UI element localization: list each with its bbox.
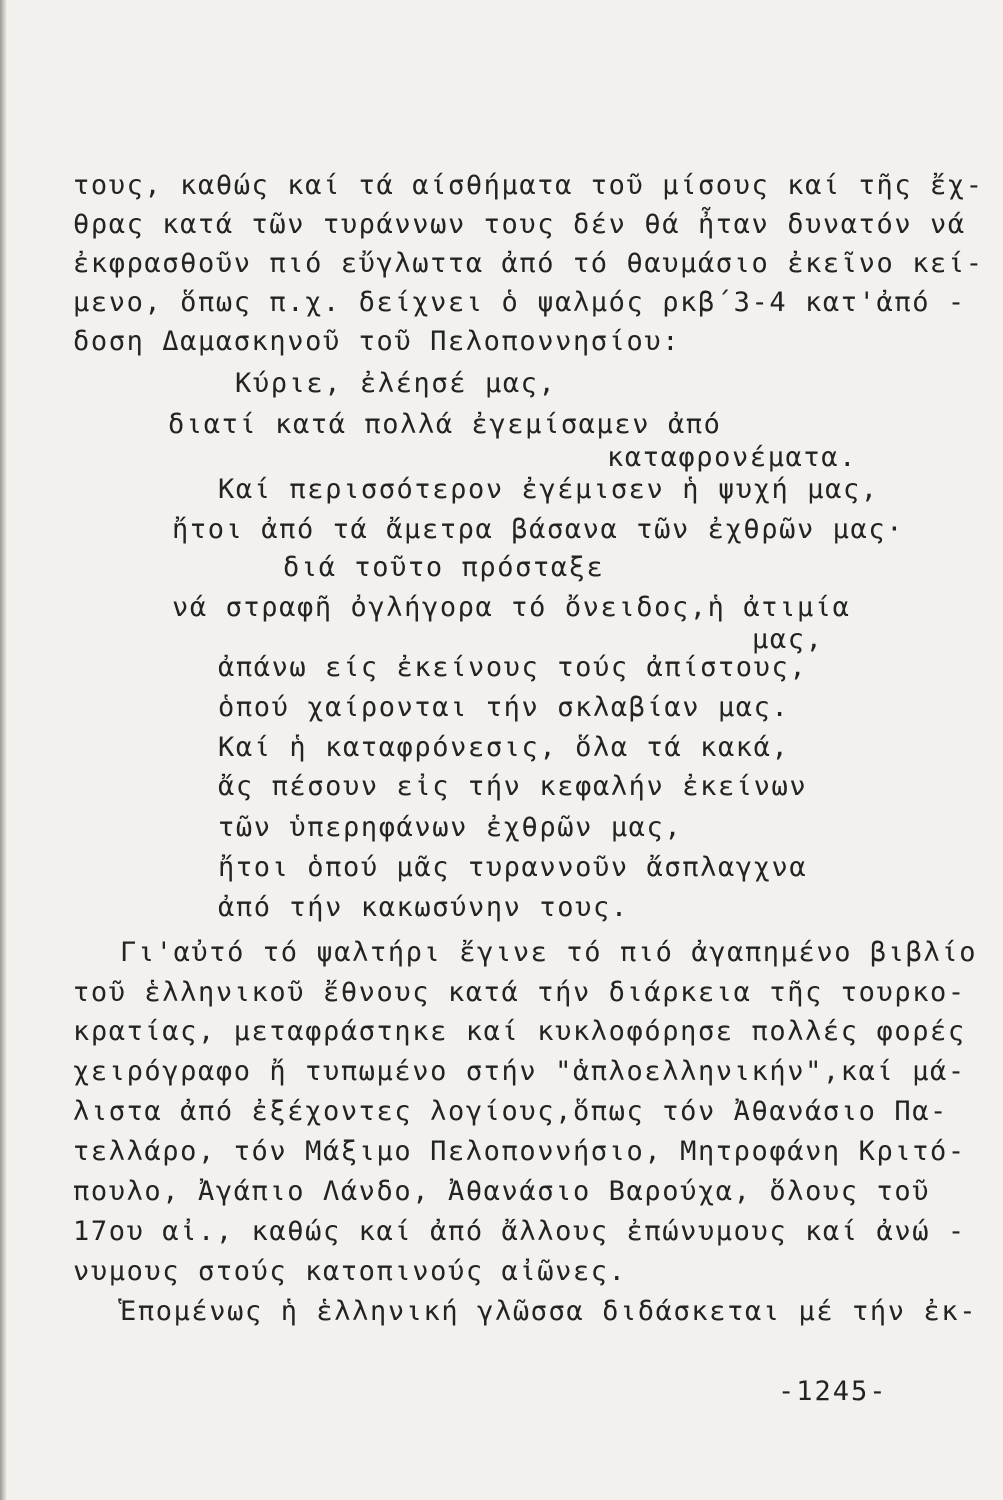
text-line: 17ου αἰ., καθώς καί ἀπό ἄλλους ἐπώνυμους καί ἀνώ - <box>73 1216 966 1247</box>
psalm-line: ἤτοι ὁπού μᾶς τυραννοῦν ἄσπλαγχνα <box>218 852 808 883</box>
page-number: -1245- <box>778 1376 888 1407</box>
psalm-line: ἀπάνω είς ἐκείνους τούς ἀπίστους, <box>218 652 808 683</box>
psalm-line: καταφρονέματα. <box>607 442 857 473</box>
text-line: Ἑπομένως ἡ ἑλληνική γλῶσσα διδάσκεται μέ τήν ἐκ- <box>120 1296 978 1327</box>
psalm-line: Καί ἡ καταφρόνεσις, ὅλα τά κακά, <box>218 732 790 763</box>
text-line: τους, καθώς καί τά αίσθήματα τοῦ μίσους καί τῆς ἔχ- <box>73 170 984 201</box>
text-line: τοῦ ἑλληνικοῦ ἔθνους κατά τήν διάρκεια τῆς τουρκο- <box>73 977 966 1008</box>
text-line: ἐκφρασθοῦν πιό εὔγλωττα ἀπό τό θαυμάσιο ἐκεῖνο κεί- <box>73 248 984 279</box>
psalm-line: ἀπό τήν κακωσύνην τους. <box>218 892 629 923</box>
psalm-line: ἤτοι ἀπό τά ἄμετρα βάσανα τῶν ἐχθρῶν μας· <box>172 514 905 545</box>
text-line: χειρόγραφο ἤ τυπωμένο στήν "ἁπλοελληνικήν",καί μά- <box>73 1056 966 1087</box>
page-edge-shadow <box>0 0 7 1500</box>
text-line: λιστα ἀπό ἐξέχοντες λογίους,ὅπως τόν Ἀθανάσιο Πα- <box>73 1096 948 1127</box>
psalm-line: διατί κατά πολλά ἐγεμίσαμεν ἀπό <box>168 409 722 440</box>
text-line: κρατίας, μεταφράστηκε καί κυκλοφόρησε πολλές φορές <box>73 1016 966 1047</box>
psalm-line: τῶν ὑπερηφάνων ἐχθρῶν μας, <box>218 812 683 843</box>
psalm-line: Κύριε, ἐλέησέ μας, <box>235 368 557 399</box>
text-line: τελλάρο, τόν Μάξιμο Πελοποννήσιο, Μητροφάνη Κριτό- <box>73 1136 966 1167</box>
psalm-line: ὁπού χαίρονται τήν σκλαβίαν μας. <box>218 692 790 723</box>
psalm-line: διά τοῦτο πρόσταξε <box>283 552 605 583</box>
text-line: θρας κατά τῶν τυράννων τους δέν θά ἦταν δυνατόν νά <box>73 209 966 240</box>
text-line: Γι'αὐτό τό ψαλτήρι ἔγινε τό πιό ἀγαπημένο βιβλίο <box>120 937 978 968</box>
psalm-line: μας, <box>752 624 824 655</box>
text-line: μενο, ὅπως π.χ. δείχνει ὁ ψαλμός ρκβ΄3-4 κατ'ἀπό - <box>73 287 966 318</box>
text-line: νυμους στούς κατοπινούς αἰῶνες. <box>73 1256 627 1287</box>
psalm-line: νά στραφῆ ὀγλήγορα τό ὄνειδος,ἡ ἀτιμία <box>172 592 851 623</box>
psalm-line: Καί περισσότερον ἐγέμισεν ἡ ψυχή μας, <box>218 474 879 505</box>
psalm-line: ἄς πέσουν εἰς τήν κεφαλήν ἐκείνων <box>218 771 808 802</box>
text-line: πουλο, Ἀγάπιο Λάνδο, Ἀθανάσιο Βαρούχα, ὅλους τοῦ <box>73 1176 931 1207</box>
text-line: δοση Δαμασκηνοῦ τοῦ Πελοποννησίου: <box>73 326 681 357</box>
